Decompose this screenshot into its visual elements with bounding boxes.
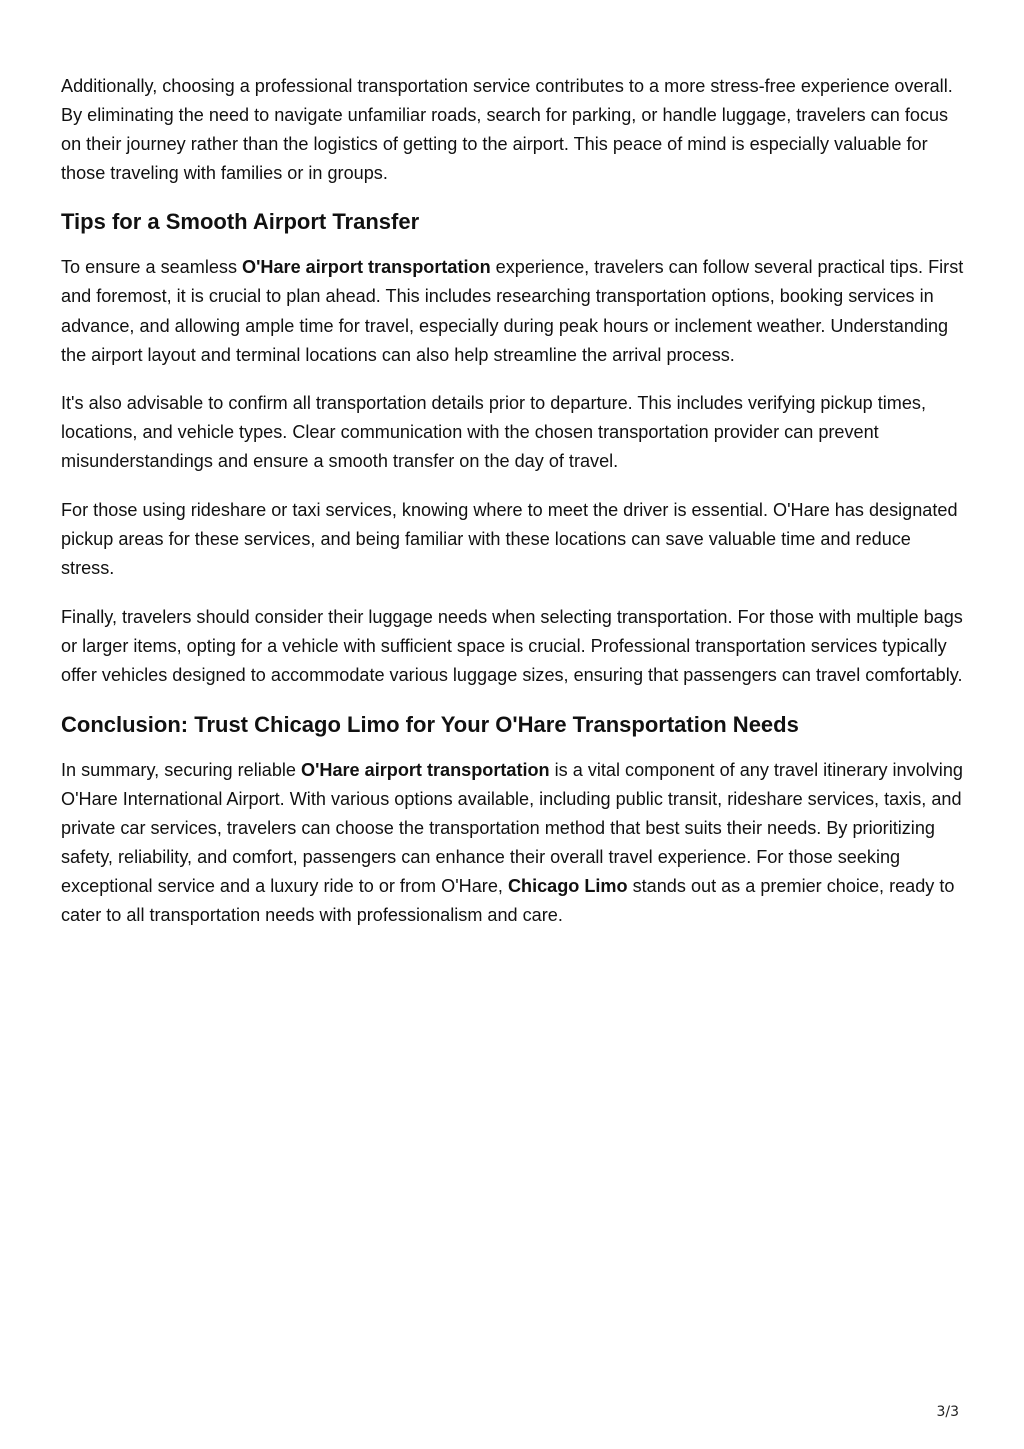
page-number: 3/3 [936,1404,959,1420]
paragraph-conclusion [61,756,967,931]
paragraph-tips-1 [61,253,967,369]
text-span: stands out as a premier choice, ready to cater to all transportation needs with professionalism and care. [61,875,955,926]
bold-keyword: O'Hare airport transportation [242,257,491,278]
text-span: To ensure a seamless [61,257,243,278]
text-span: In summary, securing reliable [61,759,301,780]
paragraph-tips-3: For those using rideshare or taxi services, knowing where to meet the driver is essential. O'Hare has designated pickup areas for these services, and being familiar with these locations can save valuable time and reduce stress. [61,500,958,579]
paragraph-tips-4: Finally, travelers should consider their luggage needs when selecting transportation. For those with multiple bags or larger items, opting for a vehicle with sufficient space is crucial. Professional transportation services typically offer vehicles designed to accommodate various luggage sizes, ensuring that passengers can travel comfortably. [61,606,963,685]
paragraph-intro: Additionally, choosing a professional transportation service contributes to a more stress-free experience overall. By eliminating the need to navigate unfamiliar roads, search for parking, or handle luggage, travelers can focus on their journey rather than the logistics of getting to the airport. This peace of mind is especially valuable for those traveling with families or in groups. [61,76,953,184]
heading-tips: Tips for a Smooth Airport Transfer [61,209,420,235]
bold-keyword: O'Hare airport transportation [301,759,550,780]
document-body [61,72,967,950]
bold-brand-name: Chicago Limo [507,875,628,896]
text-span: is a vital component of any travel itinerary involving O'Hare International Airport. With various options available, including public transit, rideshare services, taxis, and private car services, travelers can choose the transportation method that best suits their needs. By prioritizing safety, reliability, and comfort, passengers can enhance their overall travel experience. For those seeking exceptional service and a luxury ride to or from O'Hare, [61,759,963,896]
text-span: experience, travelers can follow several practical tips. First and foremost, it is crucial to plan ahead. This includes researching transportation options, booking services in advance, and allowing ample time for travel, especially during peak hours or inclement weather. Understanding the airport layout and terminal locations can also help streamline the arrival process. [61,257,964,365]
paragraph-tips-2: It's also advisable to confirm all transportation details prior to departure. This includes verifying pickup times, locations, and vehicle types. Clear communication with the chosen transportation provider can prevent misunderstandings and ensure a smooth transfer on the day of travel. [61,393,926,472]
heading-conclusion: Conclusion: Trust Chicago Limo for Your O'Hare Transportation Needs [61,711,799,737]
